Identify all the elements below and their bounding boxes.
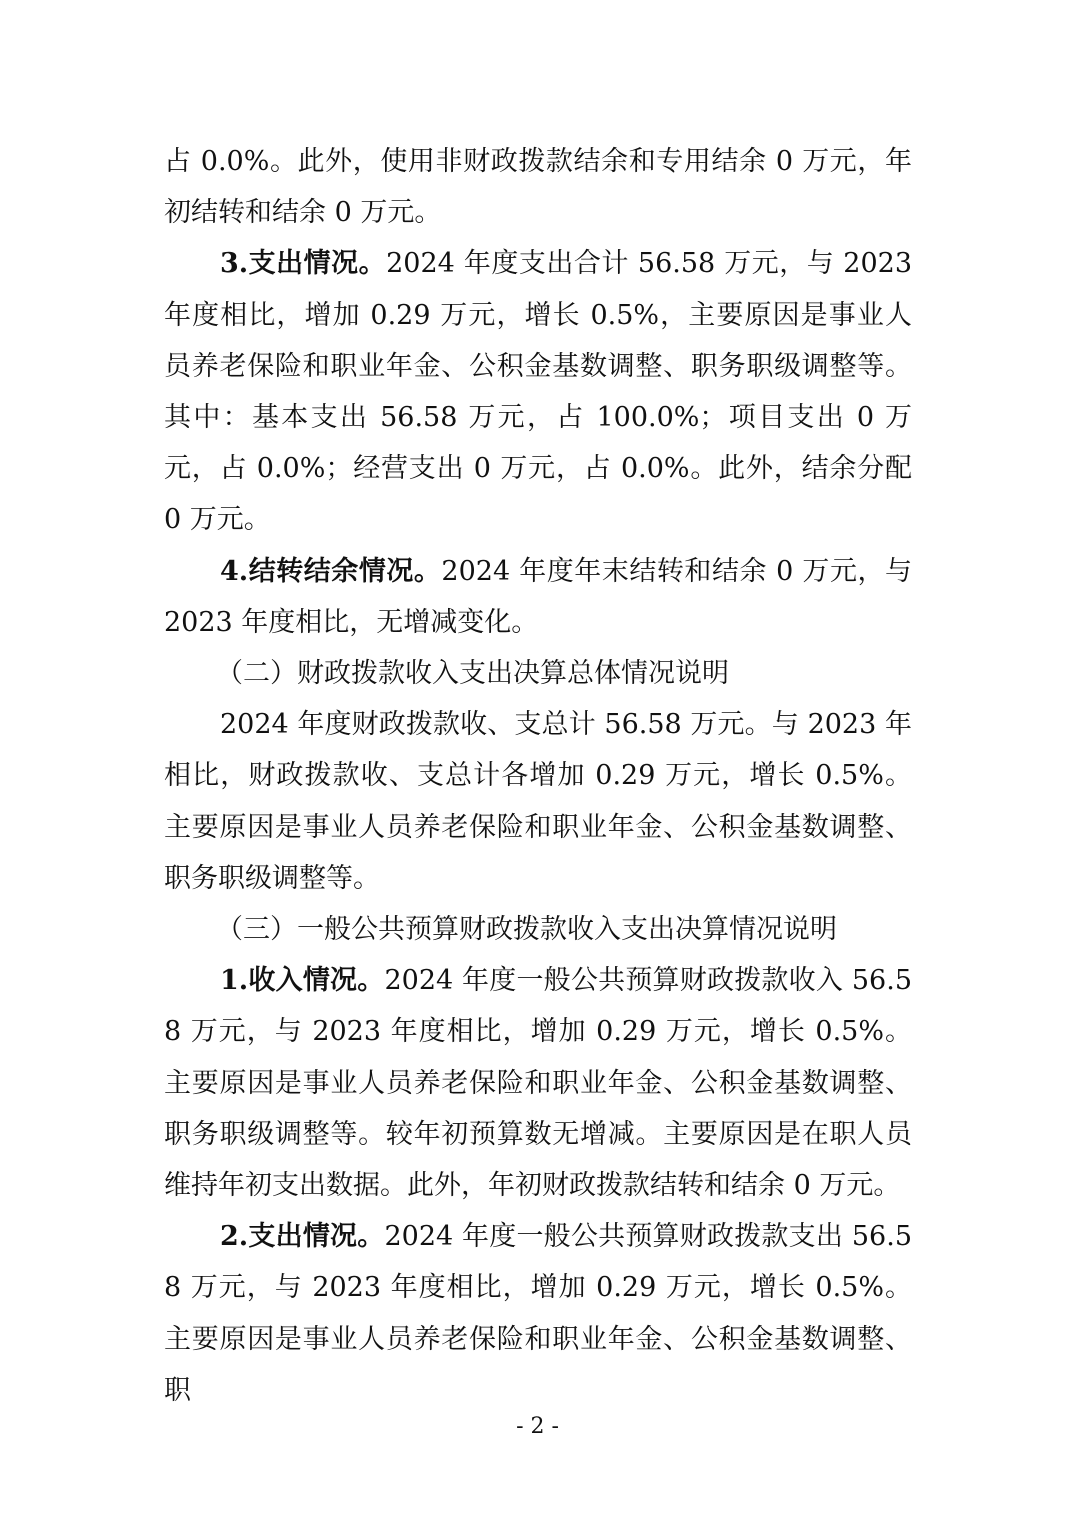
paragraph-text: 2024 年度财政拨款收、支总计 56.58 万元。与 2023 年相比，财政拨款收、支总计各增加 0.29 万元，增长 0.5%。主要原因是事业人员养老保险和职业年金、公积金基数调整、职务职级调整等。: [164, 709, 912, 894]
paragraph-continuation: [164, 136, 912, 238]
section-heading-fiscal-appropriation: （二）财政拨款收入支出决算总体情况说明: [216, 658, 729, 690]
paragraph-carryover: [164, 546, 912, 648]
paragraph-text: 2024 年度一般公共预算财政拨款支出 56.58 万元，与 2023 年度相比，增加 0.29 万元，增长 0.5%。主要原因是事业人员养老保险和职业年金、公积金基数调整、职: [164, 1221, 912, 1406]
page-number: - 2 -: [516, 1414, 559, 1439]
paragraph-text: 2024 年度支出合计 56.58 万元，与 2023 年度相比，增加 0.29 万元，增长 0.5%，主要原因是事业人员养老保险和职业年金、公积金基数调整、职务职级调整等。其中：基本支出 56.58 万元，占 100.0%；项目支出 0 万元，占 0.0%；经营支出 0 万元，占 0.0%。此外，结余分配 0 万元。: [164, 248, 913, 536]
paragraph-text: 占 0.0%。此外，使用非财政拨款结余和专用结余 0 万元，年初结转和结余 0 万元。: [164, 146, 912, 229]
paragraph-text: 2024 年度年末结转和结余 0 万元，与 2023 年度相比，无增减变化。: [164, 555, 912, 638]
paragraph-lead-heading: 3.支出情况。: [220, 248, 387, 280]
paragraph-income: [164, 955, 912, 1211]
paragraph-lead-heading: 1.收入情况。: [220, 965, 385, 997]
document-body: [164, 136, 912, 1416]
paragraph-expenditure: [164, 238, 912, 545]
paragraph-text: 2024 年度一般公共预算财政拨款收入 56.58 万元，与 2023 年度相比，增加 0.29 万元，增长 0.5%。主要原因是事业人员养老保险和职业年金、公积金基数调整、职务职级调整等。较年初预算数无增减。主要原因是在职人员维持年初支出数据。此外，年初财政拨款结转和结余 0 万元。: [164, 965, 912, 1202]
paragraph-lead-heading: 4.结转结余情况。: [220, 555, 442, 587]
paragraph-fiscal-total: [164, 699, 912, 904]
paragraph-lead-heading: 2.支出情况。: [220, 1221, 385, 1253]
section-heading-general-budget: （三）一般公共预算财政拨款收入支出决算情况说明: [216, 914, 837, 946]
paragraph-general-expenditure: [164, 1211, 912, 1416]
